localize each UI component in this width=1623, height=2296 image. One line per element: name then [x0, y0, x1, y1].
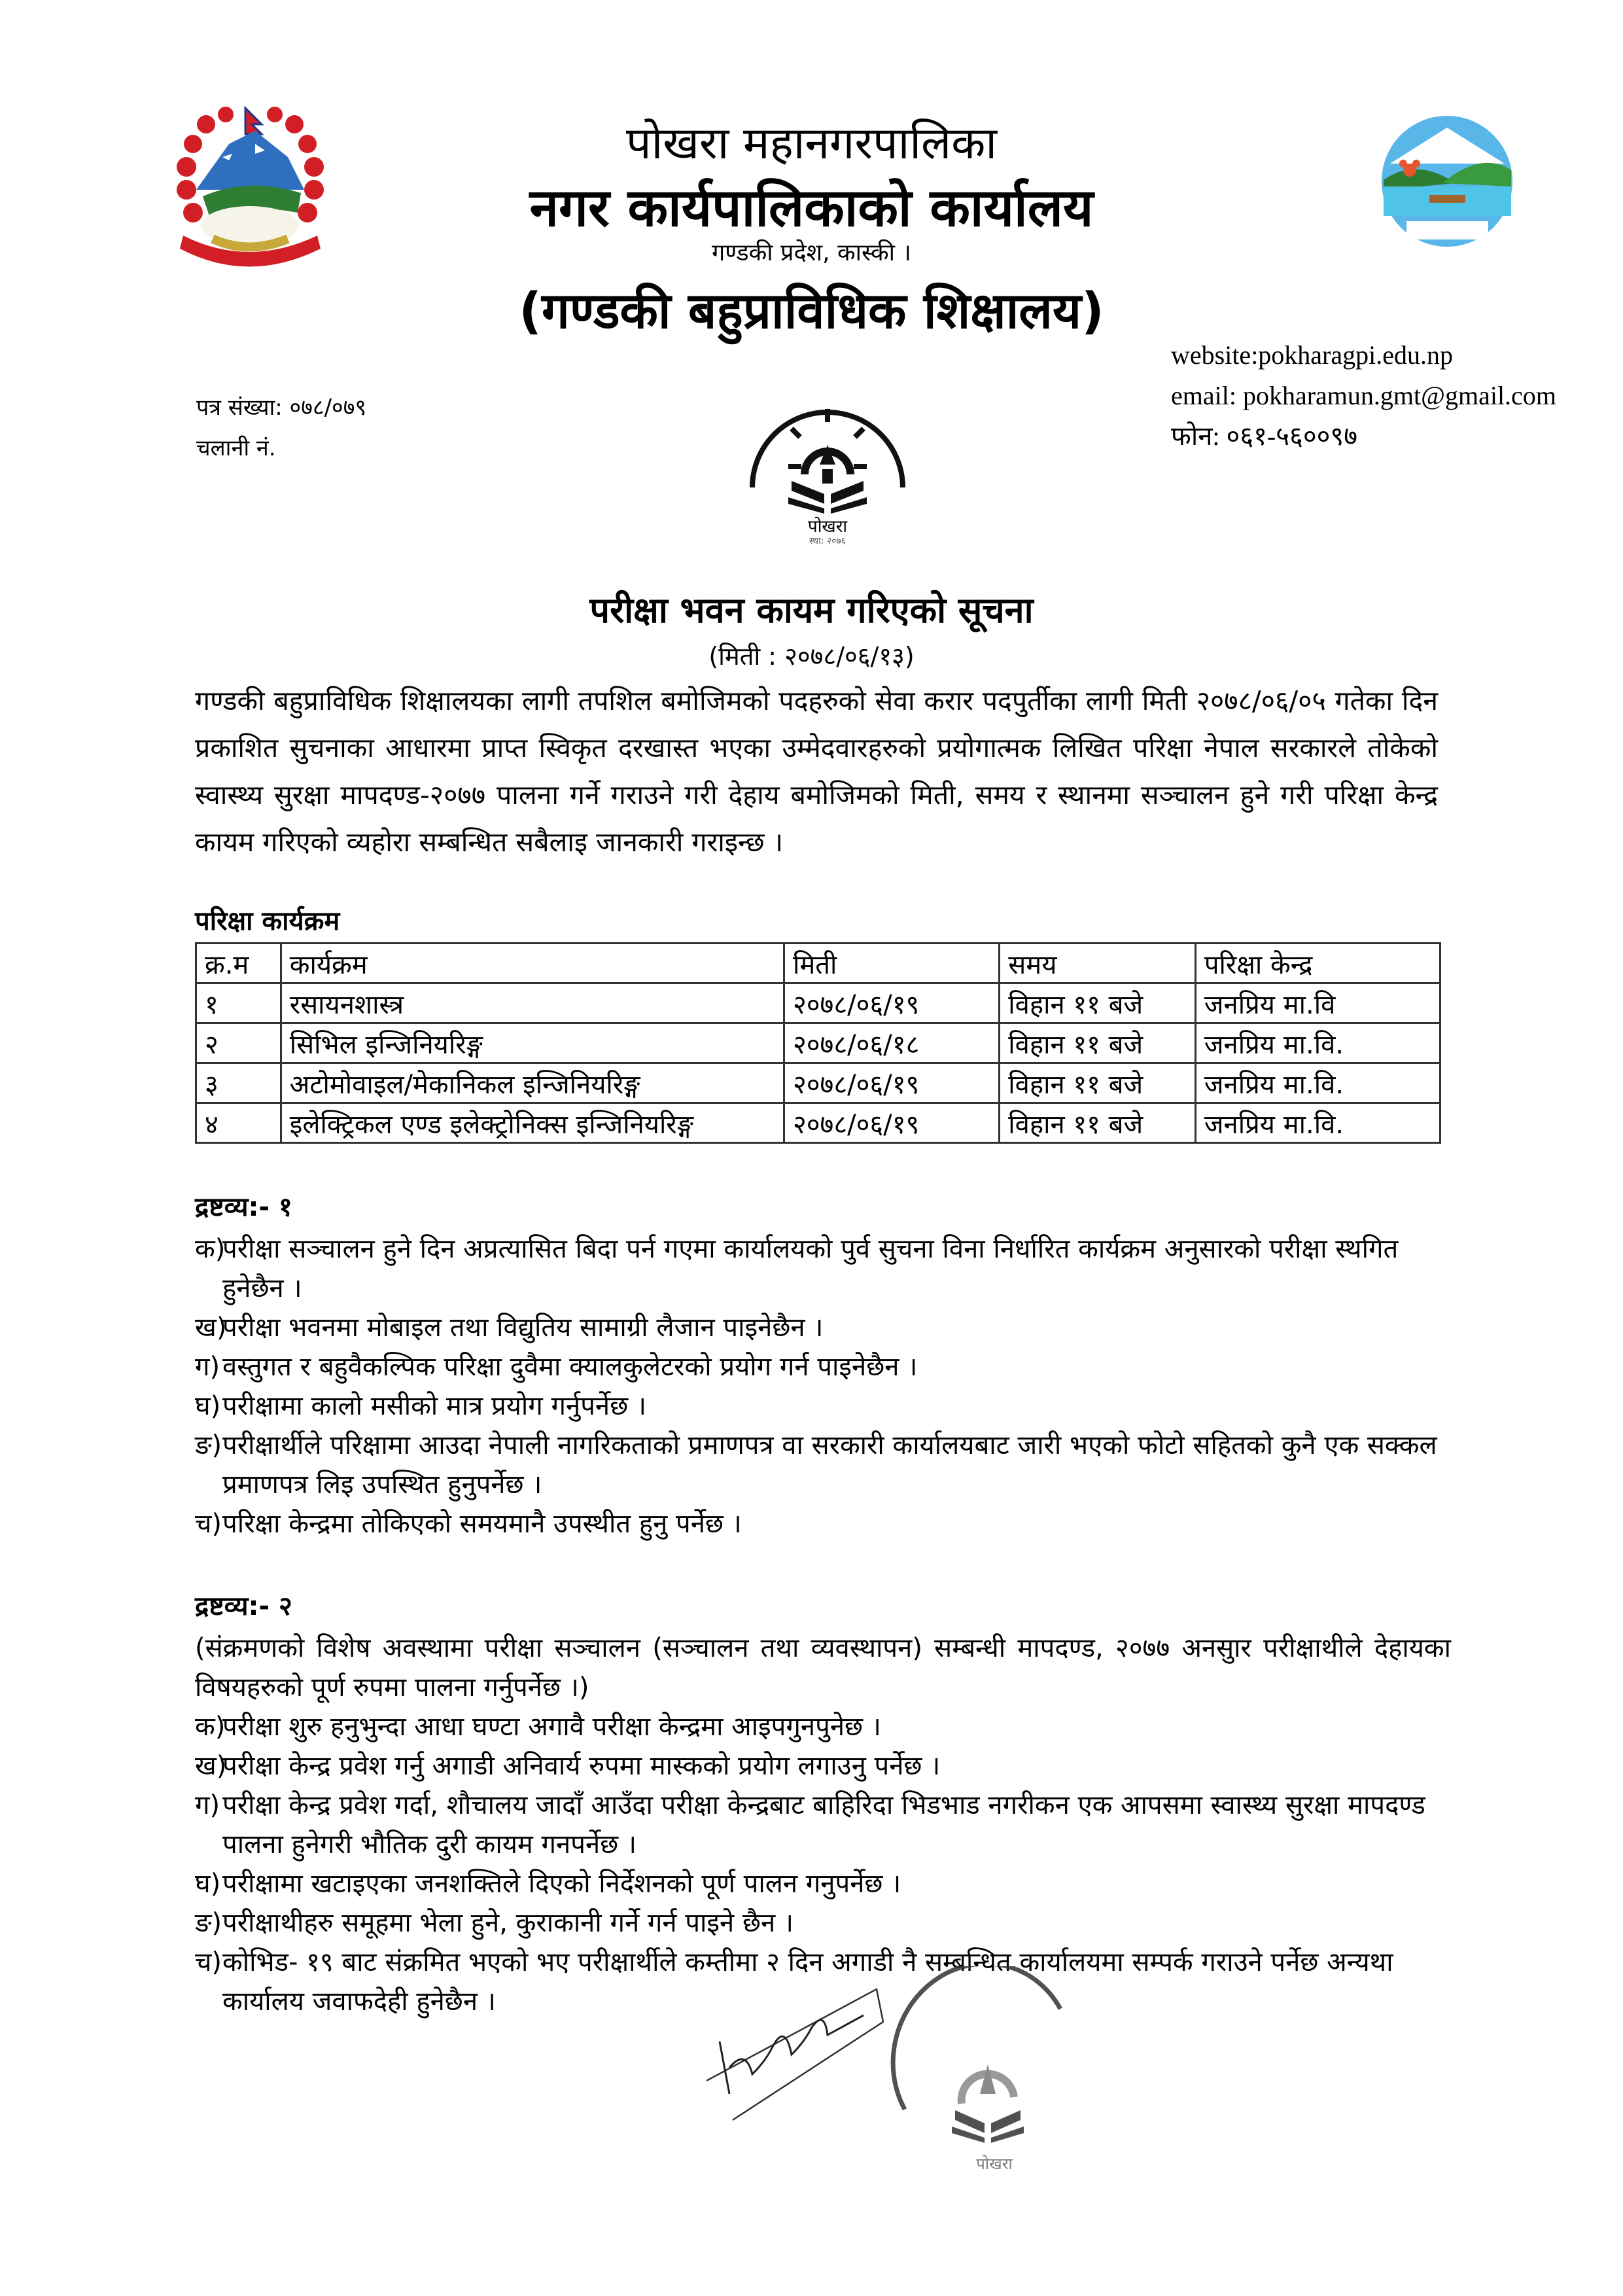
- email-link[interactable]: email: pokharamun.gmt@gmail.com: [1171, 381, 1556, 410]
- cell-time: विहान ११ बजे: [1000, 983, 1196, 1023]
- note-1-section: [195, 1188, 1451, 1544]
- exam-schedule-table: [195, 942, 1441, 1144]
- item-key: ख): [195, 1313, 227, 1343]
- schedule-label: परिक्षा कार्यक्रम: [195, 906, 340, 936]
- office-name: नगर कार्यपालिकाको कार्यालय: [529, 177, 1094, 238]
- list-item: [195, 1746, 1451, 1786]
- item-key: घ): [195, 1869, 221, 1899]
- col-program: कार्यक्रम: [281, 944, 784, 983]
- cell-serial: ३: [196, 1063, 281, 1103]
- cell-center: जनप्रिय मा.वि.: [1195, 1103, 1440, 1143]
- item-text: कोभिड- १९ बाट संक्रमित भएको भए परीक्षार्थीले कम्तीमा २ दिन अगाडी नै सम्बन्धित कार्यालयमा सम्पर्क गराउने पर्नेछ अन्यथा कार्यालय जवाफदेही हुनेछैन ।: [222, 1947, 1393, 2017]
- item-text: परीक्षार्थीले परिक्षामा आउदा नेपाली नागरिकताको प्रमाणपत्र वा सरकारी कार्यालयबाट जारी भएको फोटो सहितको कुनै एक सक्कल प्रमाणपत्र लिइ उपस्थित हुनुपर्नेछ ।: [222, 1430, 1437, 1500]
- list-item: [195, 1308, 1451, 1347]
- col-date: मिती: [784, 944, 999, 983]
- gpi-logo-city: पोखरा: [807, 517, 848, 537]
- item-text: परीक्षा केन्द्र प्रवेश गर्दा, शौचालय जादाँ आउँदा परीक्षा केन्द्रबाट बाहिरिदा भिडभाड नगरीकन एक आपसमा स्वास्थ्य सुरक्षा मापदण्ड पालना हुनेगरी भौतिक दुरी कायम गनपर्नेछ ।: [222, 1790, 1425, 1860]
- institution-stamp: [890, 1966, 1086, 2189]
- item-text: परीक्षामा खटाइएका जनशक्तिले दिएको निर्देशनको पूर्ण पालन गनुपर्नेछ ।: [222, 1869, 901, 1899]
- list-item: [195, 1707, 1451, 1746]
- cell-date: २०७८/०६/१८: [784, 1023, 999, 1063]
- item-key: च): [195, 1947, 222, 1977]
- cell-center: जनप्रिय मा.वि.: [1195, 1063, 1440, 1103]
- cell-program: सिभिल इन्जिनियरिङ्ग: [281, 1023, 784, 1063]
- cell-center: जनप्रिय मा.वि.: [1195, 1023, 1440, 1063]
- item-text: परीक्षामा कालो मसीको मात्र प्रयोग गर्नुपर्नेछ ।: [222, 1391, 647, 1421]
- municipality-name: पोखरा महानगरपालिका: [626, 118, 997, 169]
- item-key: घ): [195, 1391, 221, 1421]
- list-item: [195, 1504, 1451, 1544]
- list-item: [195, 1386, 1451, 1426]
- item-text: परीक्षाथीहरु समूहमा भेला हुने, कुराकानी गर्ने गर्न पाइने छैन ।: [222, 1908, 794, 1938]
- notice-title: परीक्षा भवन कायम गरिएको सूचना: [589, 590, 1034, 631]
- cell-serial: १: [196, 983, 281, 1023]
- cell-program: रसायनशास्त्र: [281, 983, 784, 1023]
- phone-number: फोन: ०६१-५६००९७: [1171, 421, 1358, 451]
- cell-program: अटोमोवाइल/मेकानिकल इन्जिनियरिङ्ग: [281, 1063, 784, 1103]
- item-key: क): [195, 1712, 226, 1742]
- table-row: [196, 1023, 1440, 1063]
- note-1-heading: द्रष्टव्य:- १: [195, 1192, 292, 1222]
- dispatch-number: चलानी नं.: [196, 435, 276, 461]
- province-location: गण्डकी प्रदेश, कास्की ।: [711, 239, 912, 266]
- table-row: [196, 983, 1440, 1023]
- cell-time: विहान ११ बजे: [1000, 1023, 1196, 1063]
- col-serial: क्र.म: [196, 944, 281, 983]
- contact-block: [1171, 335, 1556, 457]
- gpi-logo: [729, 357, 926, 553]
- cell-date: २०७८/०६/१९: [784, 1103, 999, 1143]
- cell-time: विहान ११ बजे: [1000, 1103, 1196, 1143]
- item-text: वस्तुगत र बहुवैकल्पिक परिक्षा दुवैमा क्यालकुलेटरको प्रयोग गर्न पाइनेछैन ।: [222, 1352, 918, 1382]
- list-item: [195, 1903, 1451, 1943]
- cell-date: २०७८/०६/१९: [784, 983, 999, 1023]
- item-key: ग): [195, 1352, 220, 1382]
- cell-time: विहान ११ बजे: [1000, 1063, 1196, 1103]
- notice-body: गण्डकी बहुप्राविधिक शिक्षालयका लागी तपशिल बमोजिमको पदहरुको सेवा करार पदपुर्तीका लागी मिती २०७८/०६/०५ गतेका दिन प्रकाशित सुचनाका आधारमा प्राप्त स्विकृत दरखास्त भएका उम्मेदवारहरुको प्रयोगात्मक लिखित परिक्षा नेपाल सरकारले तोकेको स्वास्थ्य सुरक्षा मापदण्ड-२०७७ पालना गर्ने गराउने गरी देहाय बमोजिमको मिती, समय र स्थानमा सञ्चालन हुने गरी परिक्षा केन्द्र कायम गरिएको व्यहोरा सम्बन्धित सबैलाइ जानकारी गराइन्छ ।: [195, 685, 1438, 858]
- item-text: परीक्षा भवनमा मोबाइल तथा विद्युतिय सामाग्री लैजान पाइनेछैन ।: [222, 1313, 824, 1343]
- website-link[interactable]: website:pokharagpi.edu.np: [1171, 340, 1453, 370]
- signature: [693, 1983, 909, 2127]
- list-item: [195, 1347, 1451, 1386]
- list-item: [195, 1426, 1451, 1504]
- list-item: [195, 1864, 1451, 1903]
- signature-icon: [693, 1983, 909, 2127]
- item-text: परिक्षा केन्द्रमा तोकिएको समयमानै उपस्थीत हुनु पर्नेछ ।: [222, 1509, 742, 1539]
- item-key: च): [195, 1509, 222, 1539]
- reference-block: [196, 387, 366, 468]
- list-item: [195, 1786, 1451, 1864]
- col-time: समय: [1000, 944, 1196, 983]
- table-row: [196, 1103, 1440, 1143]
- item-key: क): [195, 1234, 226, 1264]
- item-key: ग): [195, 1790, 220, 1820]
- cell-date: २०७८/०६/१९: [784, 1063, 999, 1103]
- cell-serial: २: [196, 1023, 281, 1063]
- cell-center: जनप्रिय मा.वि: [1195, 983, 1440, 1023]
- cell-serial: ४: [196, 1103, 281, 1143]
- cell-program: इलेक्ट्रिकल एण्ड इलेक्ट्रोनिक्स इन्जिनियरिङ्ग: [281, 1103, 784, 1143]
- note-2-intro: (संक्रमणको विशेष अवस्थामा परीक्षा सञ्चालन (सञ्चालन तथा व्यवस्थापन) सम्बन्धी मापदण्ड, २०७७ अनसुार परीक्षाथीले देहायका विषयहरुको पूर्ण रुपमा पालना गर्नुपर्नेछ ।): [195, 1633, 1451, 1703]
- item-text: परीक्षा केन्द्र प्रवेश गर्नु अगाडी अनिवार्य रुपमा मास्कको प्रयोग लगाउनु पर्नेछ ।: [222, 1751, 941, 1781]
- letter-number: पत्र संख्या: ०७८/०७९: [196, 395, 367, 421]
- item-key: ङ): [195, 1430, 222, 1460]
- institution-name: (गण्डकी बहुप्राविधिक शिक्षालय): [519, 281, 1104, 340]
- table-row: [196, 1063, 1440, 1103]
- notice-date: (मिती : २०७८/०६/१३): [708, 642, 915, 671]
- table-header-row: [196, 944, 1440, 983]
- item-text: परीक्षा सञ्चालन हुने दिन अप्रत्यासित बिदा पर्न गएमा कार्यालयको पुर्व सुचना विना निर्धारित कार्यक्रम अनुसारको परीक्षा स्थगित हुनेछैन ।: [222, 1234, 1399, 1303]
- note-2-section: [195, 1587, 1451, 2021]
- col-center: परिक्षा केन्द्र: [1195, 944, 1440, 983]
- note-2-heading: द्रष्टव्य:- २: [195, 1591, 292, 1621]
- stamp-city: पोखरा: [976, 2155, 1013, 2173]
- item-text: परीक्षा शुरु हनुभुन्दा आधा घण्टा अगावै परीक्षा केन्द्रमा आइपगुनपुनेछ ।: [222, 1712, 881, 1742]
- item-key: ख): [195, 1751, 227, 1781]
- item-key: ङ): [195, 1908, 222, 1938]
- gpi-logo-established: स्था: २०७६: [809, 536, 846, 546]
- list-item: [195, 1229, 1451, 1308]
